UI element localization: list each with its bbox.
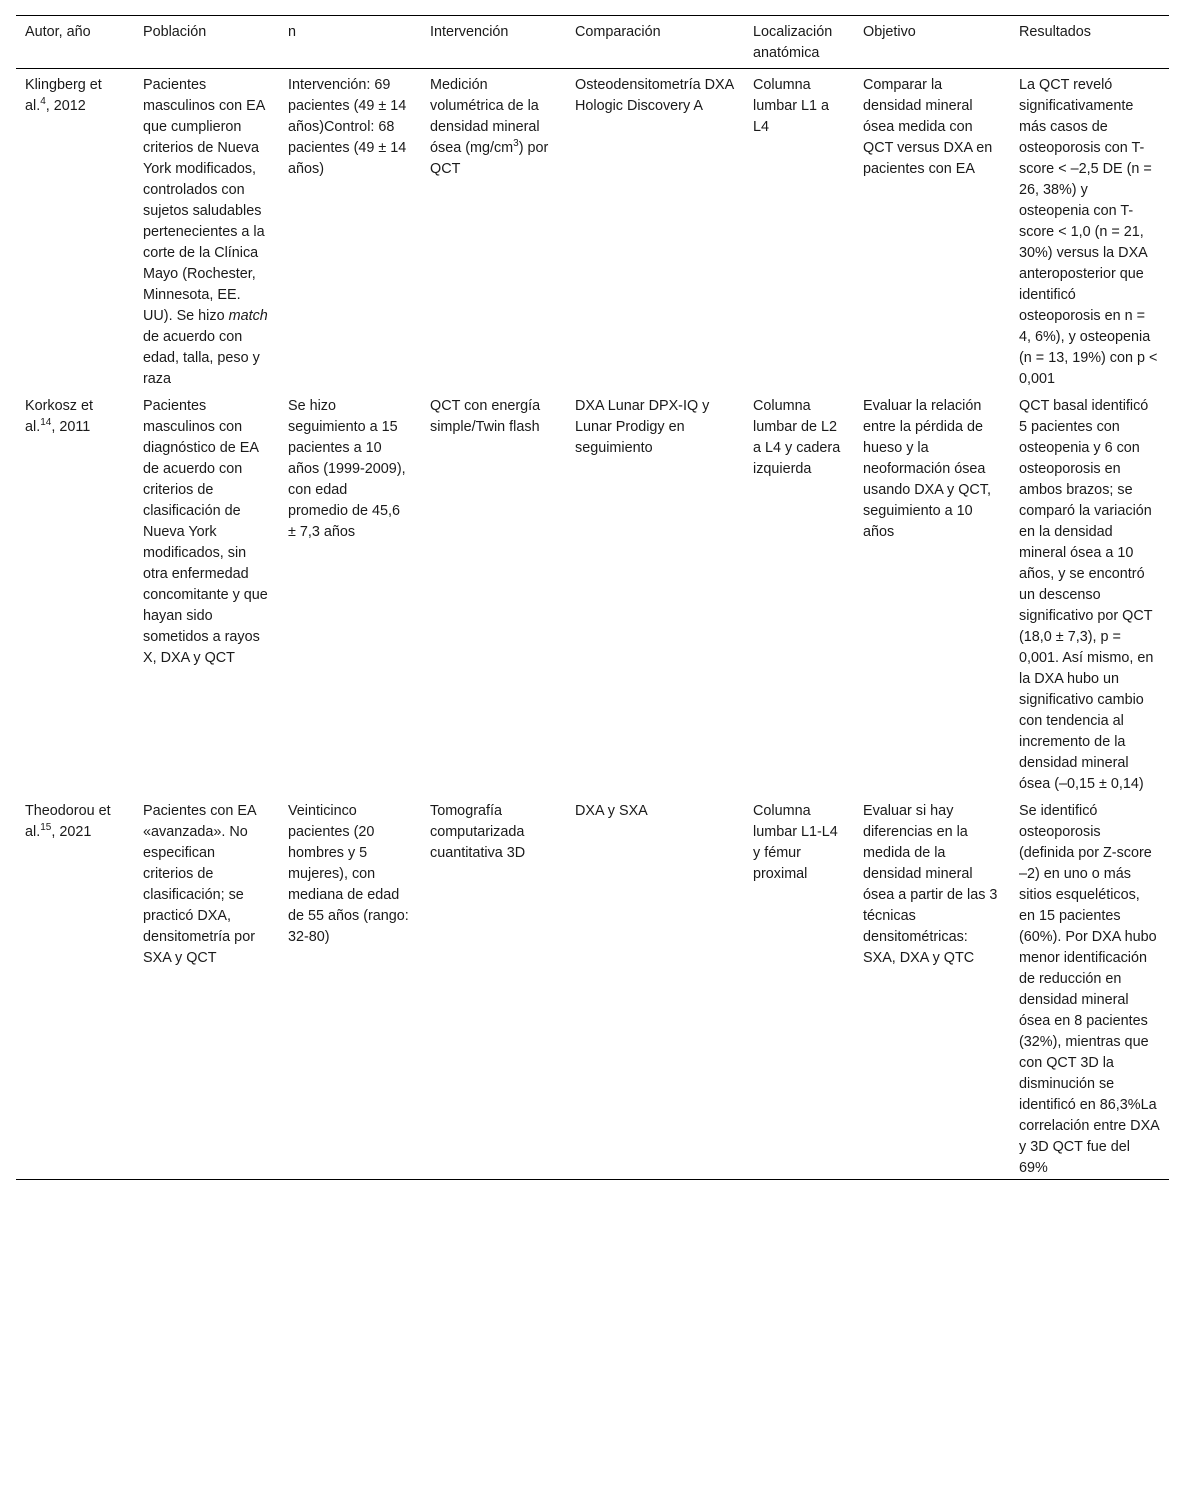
population-emphasis: match — [228, 308, 268, 324]
author-ref: 4 — [40, 96, 46, 108]
cell-n: Intervención: 69 pacientes (49 ± 14 años)Control: 68 pacientes (49 ± 14 años) — [288, 77, 407, 177]
cell-population: Pacientes con EA «avanzada». No especifican criterios de clasificación; se practicó DXA, densitometría por SXA y QCT — [143, 803, 256, 966]
cell-population — [134, 69, 279, 391]
header-anatomic-location: Localización anatómica — [753, 24, 833, 61]
cell-intervention: Tomografía computarizada cuantitativa 3D — [430, 803, 526, 861]
cell-intervention — [421, 69, 566, 391]
author-ref: 15 — [40, 822, 52, 834]
cell-intervention: QCT con energía simple/Twin flash — [430, 398, 541, 435]
header-objective: Objetivo — [863, 24, 916, 40]
cell-results: QCT basal identificó 5 pacientes con osteopenia y 6 con osteoporosis en ambos brazos; se comparó la variación en la densidad mineral ósea a 10 años, y se encontró un descenso significativo por QCT (18,0 ± 7,3), p = 0,001. Así mismo, en la DXA hubo un significativo cambio con tendencia al incremento de la densidad mineral ósea (–0,15 ± 0,14) — [1019, 398, 1154, 792]
header-intervention: Intervención — [430, 24, 509, 40]
cell-population: Pacientes masculinos con diagnóstico de EA de acuerdo con criterios de clasificación de Nueva York modificados, sin otra enfermedad concomitante y que hayan sido sometidos a rayos X, DXA y QCT — [143, 398, 268, 666]
studies-table — [16, 15, 1169, 1180]
cell-objective: Evaluar la relación entre la pérdida de hueso y la neoformación ósea usando DXA y QCT, seguimiento a 10 años — [863, 398, 991, 540]
population-text: Pacientes masculinos con EA que cumplieron criterios de Nueva York modificados, controlados con sujetos saludables pertenecientes a la corte de la Clínica Mayo (Rochester, Minnesota, EE. UU). Se hizo — [143, 77, 265, 324]
author-name: Korkosz et al. — [25, 398, 93, 435]
cell-results: Se identificó osteoporosis (definida por Z-score –2) en uno o más sitios esqueléticos, en 15 pacientes (60%). Por DXA hubo menor identificación de reducción en densidad mineral ósea en 8 pacientes (32%), mientras que con QCT 3D la disminución se identificó en 86,3%La correlación entre DXA y 3D QCT fue del 69% — [1019, 803, 1159, 1176]
header-comparison: Comparación — [575, 24, 661, 40]
header-author-year: Autor, año — [25, 24, 91, 40]
table-header-row — [16, 16, 1169, 69]
cell-comparison: DXA Lunar DPX-IQ y Lunar Prodigy en seguimiento — [575, 398, 710, 456]
cell-comparison: Osteodensitometría DXA Hologic Discovery A — [575, 77, 734, 114]
header-n: n — [288, 24, 297, 40]
cell-objective: Evaluar si hay diferencias en la medida de la densidad mineral ósea a partir de las 3 técnicas densitométricas: SXA, DXA y QTC — [863, 803, 998, 966]
table-row — [16, 795, 1169, 1180]
cell-location: Columna lumbar L1 a L4 — [753, 77, 829, 135]
cell-author — [16, 795, 134, 1180]
cell-location: Columna lumbar de L2 a L4 y cadera izquierda — [753, 398, 841, 477]
author-year: , 2012 — [45, 98, 86, 114]
cell-comparison: DXA y SXA — [575, 803, 648, 819]
cell-n: Se hizo seguimiento a 15 pacientes a 10 años (1999-2009), con edad promedio de 45,6 ± 7,3 años — [288, 398, 406, 540]
table-row — [16, 69, 1169, 391]
intervention-text: Medición volumétrica de la densidad mineral ósea (mg/cm — [430, 77, 540, 156]
intervention-text-end: ) por QCT — [430, 140, 549, 177]
cell-objective: Comparar la densidad mineral ósea medida con QCT versus DXA en pacientes con EA — [863, 77, 993, 177]
author-year: , 2021 — [51, 824, 92, 840]
author-ref: 14 — [40, 417, 52, 429]
cell-author — [16, 390, 134, 795]
intervention-sup: 3 — [513, 138, 519, 150]
author-name: Klingberg et al. — [25, 77, 102, 114]
header-population: Población — [143, 24, 207, 40]
cell-n: Veinticinco pacientes (20 hombres y 5 mujeres), con mediana de edad de 55 años (rango: 32-80) — [288, 803, 409, 945]
cell-author — [16, 69, 134, 391]
cell-results: La QCT reveló significativamente más casos de osteoporosis con T-score < –2,5 DE (n = 26, 38%) y osteopenia con T-score < 1,0 (n = 21, 30%) versus la DXA anteroposterior que identificó osteoporosis en n = 4, 6%), y osteopenia (n = 13, 19%) con p < 0,001 — [1019, 77, 1158, 387]
author-year: , 2011 — [51, 419, 91, 435]
header-results: Resultados — [1019, 24, 1091, 40]
cell-location: Columna lumbar L1-L4 y fémur proximal — [753, 803, 838, 882]
author-name: Theodorou et al. — [25, 803, 111, 840]
table-row — [16, 390, 1169, 795]
population-text-end: de acuerdo con edad, talla, peso y raza — [143, 329, 260, 387]
